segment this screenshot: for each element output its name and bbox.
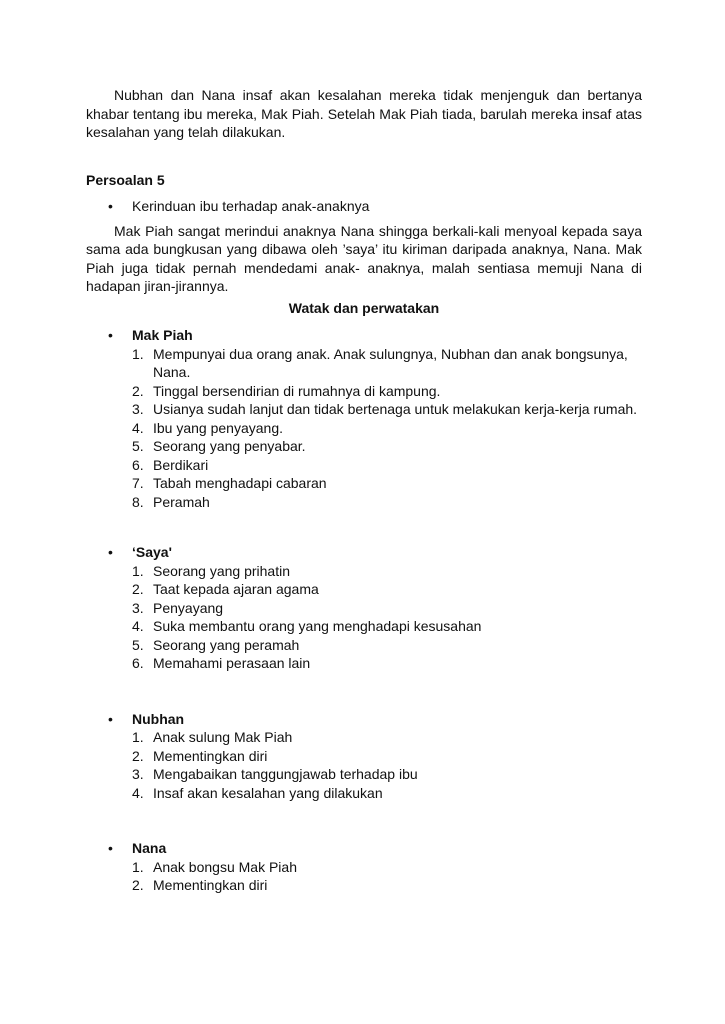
character-name — [86, 543, 642, 562]
bullet-icon: • — [108, 710, 113, 727]
trait-text: Suka membantu orang yang menghadapi kesusahan — [153, 618, 482, 634]
trait-number: 3. — [132, 599, 144, 616]
bullet-icon: • — [108, 840, 113, 856]
trait-number: 4. — [132, 618, 144, 634]
persoalan-bullet-item — [86, 197, 642, 216]
trait-number: 2. — [132, 877, 144, 893]
trait-text: Penyayang — [153, 599, 224, 616]
spacer — [86, 802, 642, 839]
trait-item — [86, 784, 642, 803]
character-name-text: Mak Piah — [132, 327, 193, 343]
spacer — [86, 673, 642, 710]
trait-item — [86, 858, 642, 877]
spacer — [86, 142, 642, 171]
trait-item — [86, 382, 642, 401]
bullet-icon: • — [108, 327, 113, 343]
trait-number: 6. — [132, 655, 144, 671]
trait-text: Mengabaikan tanggungjawab terhadap ibu — [153, 766, 418, 782]
trait-item — [86, 580, 642, 599]
trait-item — [86, 345, 642, 382]
trait-number: 4. — [132, 784, 144, 801]
trait-item — [86, 437, 642, 456]
character-block-mak-piah — [86, 326, 642, 511]
spacer — [86, 189, 642, 197]
trait-number: 1. — [132, 345, 144, 362]
trait-item — [86, 419, 642, 438]
trait-text: Seorang yang penyabar. — [153, 438, 306, 454]
trait-number: 8. — [132, 493, 144, 510]
character-block-nana — [86, 839, 642, 895]
character-name — [86, 326, 642, 345]
trait-text: Mementingkan diri — [153, 877, 268, 893]
trait-number: 1. — [132, 729, 144, 745]
character-name — [86, 839, 642, 858]
trait-text: Tinggal bersendirian di rumahnya di kampung. — [153, 382, 441, 399]
trait-item — [86, 654, 642, 673]
trait-number: 2. — [132, 747, 144, 764]
trait-number: 7. — [132, 475, 144, 491]
trait-text: Usianya sudah lanjut dan tidak bertenaga untuk melakukan kerja-kerja rumah. — [153, 401, 638, 417]
trait-item — [86, 493, 642, 512]
trait-number: 2. — [132, 382, 144, 399]
spacer — [86, 511, 642, 543]
persoalan-bullet-text: Kerinduan ibu terhadap anak-anaknya — [132, 198, 370, 214]
trait-item — [86, 456, 642, 475]
trait-number: 4. — [132, 419, 144, 436]
character-name-text: Nubhan — [132, 710, 185, 727]
trait-text: Memahami perasaan lain — [153, 655, 311, 671]
trait-list — [86, 728, 642, 802]
trait-text: Mementingkan diri — [153, 747, 268, 764]
trait-list — [86, 858, 642, 895]
trait-text: Anak sulung Mak Piah — [153, 729, 293, 745]
character-name-text: Nana — [132, 840, 167, 856]
spacer — [86, 317, 642, 326]
section-heading: Persoalan 5 — [86, 171, 165, 188]
trait-text: Berdikari — [153, 456, 209, 473]
character-block-nubhan — [86, 710, 642, 803]
trait-item — [86, 617, 642, 636]
trait-item — [86, 474, 642, 493]
character-name-text: ‘Saya' — [132, 544, 172, 560]
trait-text: Ibu yang penyayang. — [153, 419, 283, 436]
trait-text: Seorang yang prihatin — [153, 562, 290, 579]
trait-number: 1. — [132, 858, 144, 875]
trait-item — [86, 562, 642, 581]
trait-text: Anak bongsu Mak Piah — [153, 858, 297, 875]
trait-number: 1. — [132, 562, 144, 579]
trait-item — [86, 765, 642, 784]
trait-item — [86, 400, 642, 419]
persoalan-paragraph: Mak Piah sangat merindui anaknya Nana shingga berkali-kali menyoal kepada saya sama ada bungkusan yang dibawa oleh ’saya’ itu kiriman daripada anaknya, Nana. Mak Piah juga tidak pernah mendedami anak- anaknya, malah sentiasa memuji Nana di hadapan jiran-jirannya. — [86, 222, 642, 294]
trait-number: 5. — [132, 438, 144, 454]
trait-number: 5. — [132, 636, 144, 653]
trait-number: 3. — [132, 766, 144, 782]
trait-number: 2. — [132, 581, 144, 597]
trait-number: 3. — [132, 401, 144, 417]
trait-list — [86, 345, 642, 512]
document-page — [86, 86, 642, 895]
intro-paragraph: Nubhan dan Nana insaf akan kesalahan mereka tidak menjenguk dan bertanya khabar tentang ibu mereka, Mak Piah. Setelah Mak Piah tiada, barulah mereka insaf atas kesalahan yang telah dilakukan. — [86, 87, 642, 140]
trait-item — [86, 728, 642, 747]
character-block-saya — [86, 543, 642, 673]
trait-text: Taat kepada ajaran agama — [153, 581, 319, 597]
trait-item — [86, 747, 642, 766]
trait-text: Tabah menghadapi cabaran — [153, 475, 327, 491]
bullet-icon: • — [108, 544, 113, 560]
bullet-icon: • — [108, 198, 113, 214]
trait-list — [86, 562, 642, 673]
trait-text: Insaf akan kesalahan yang dilakukan — [153, 784, 383, 801]
watak-heading: Watak dan perwatakan — [288, 299, 440, 316]
trait-item — [86, 876, 642, 895]
character-name — [86, 710, 642, 729]
trait-text: Peramah — [153, 493, 210, 510]
trait-item — [86, 599, 642, 618]
trait-item — [86, 636, 642, 655]
trait-number: 6. — [132, 456, 144, 473]
trait-text: Seorang yang peramah — [153, 636, 300, 653]
trait-text: Mempunyai dua orang anak. Anak sulungnya, Nubhan dan anak bongsunya, Nana. — [153, 345, 628, 380]
